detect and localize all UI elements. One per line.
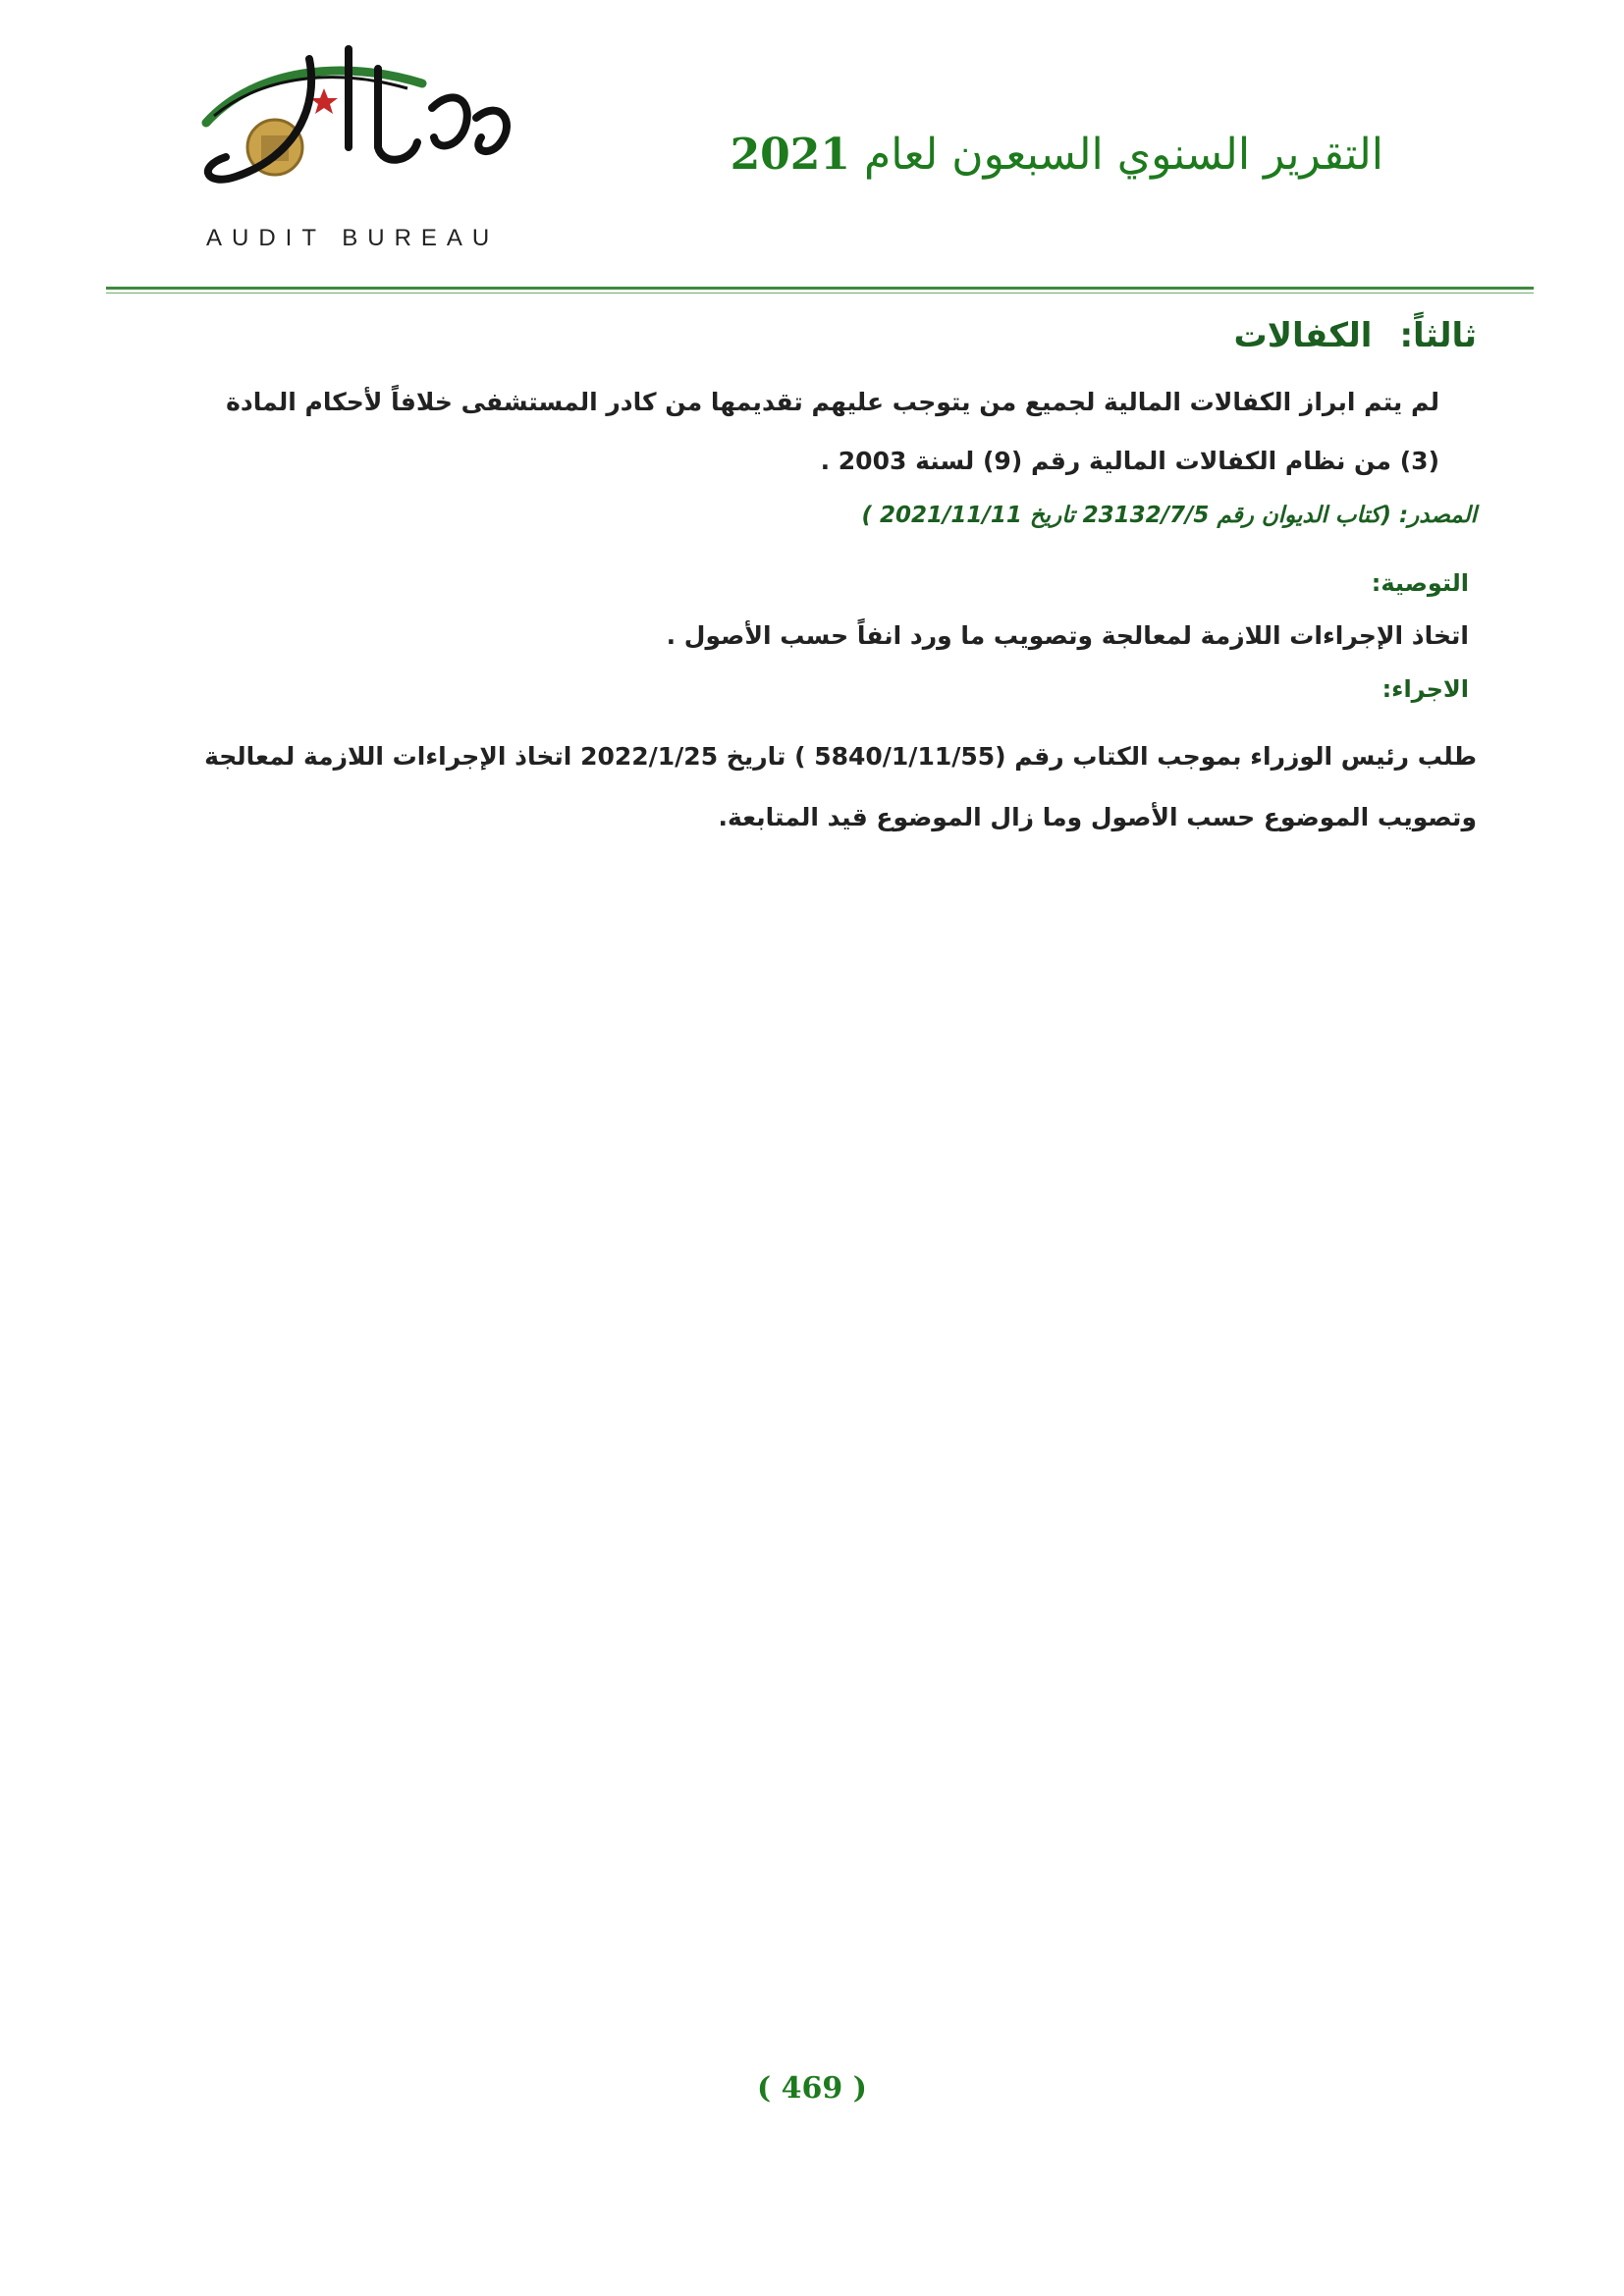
finding-paragraph	[226, 373, 1439, 491]
report-title	[731, 130, 1383, 180]
header-divider	[106, 287, 1534, 290]
source-reference: المصدر: (كتاب الديوان رقم 23132/7/5 تاريخ 2021/11/11 )	[861, 503, 1477, 528]
section-heading	[1234, 316, 1477, 355]
action-label: الاجراء:	[1381, 675, 1469, 703]
finding-line: لم يتم ابراز الكفالات المالية لجميع من يتوجب عليهم تقديمها من كادر المستشفى خلافاً لأحكام المادة	[226, 388, 1439, 416]
header-divider-thin	[106, 293, 1534, 294]
section-title: الكفالات	[1233, 316, 1373, 355]
recommendation-text: اتخاذ الإجراءات اللازمة لمعالجة وتصويب ما ورد انفاً حسب الأصول .	[666, 621, 1469, 650]
audit-bureau-logo	[177, 29, 560, 255]
report-title-prefix: التقرير السنوي السبعون لعام	[864, 130, 1383, 180]
section-number: ثالثاً:	[1399, 316, 1477, 355]
action-line: وتصويب الموضوع حسب الأصول وما زال الموضوع قيد المتابعة.	[718, 803, 1477, 831]
action-paragraph	[204, 726, 1477, 848]
report-title-year: 2021	[730, 130, 851, 180]
logo-english-text: AUDIT BUREAU	[206, 225, 500, 251]
finding-line: (3) من نظام الكفالات المالية رقم (9) لسنة 2003 .	[820, 447, 1439, 475]
action-line: طلب رئيس الوزراء بموجب الكتاب رقم (5840/1/11/55 ) تاريخ 2022/1/25 اتخاذ الإجراءات اللازمة لمعالجة	[204, 742, 1477, 771]
page-number: ( 469 )	[757, 2071, 867, 2106]
recommendation-label: التوصية:	[1371, 569, 1469, 597]
